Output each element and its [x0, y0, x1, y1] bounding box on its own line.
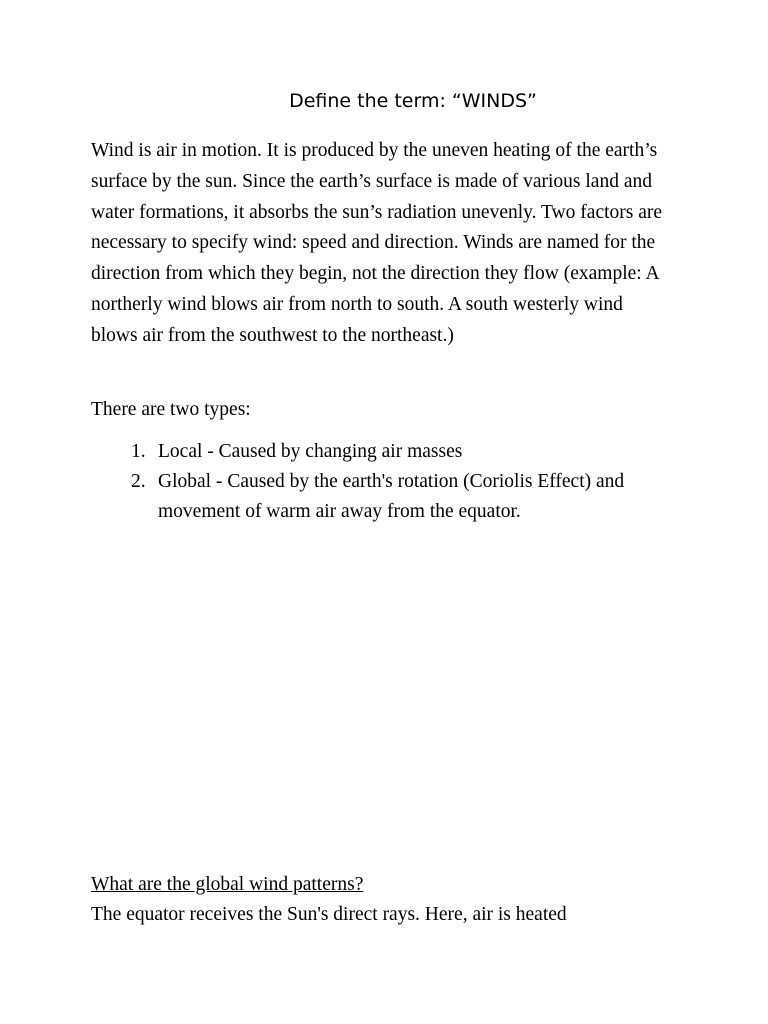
section-heading: What are the global wind patterns? — [91, 874, 364, 895]
page-title: Define the term: “WINDS” — [289, 90, 537, 112]
global-patterns-paragraph: The equator receives the Sun's direct rays. Here, air is heated — [91, 904, 567, 925]
list-item-number: 1. — [131, 441, 146, 462]
wind-types-list — [91, 437, 681, 527]
definition-paragraph: Wind is air in motion. It is produced by the uneven heating of the earth’s surface by the sun. Since the earth’s surface is made of various land and water formations, it absorbs the sun’s radiation unevenly. Two factors are necessary to specify wind: speed and direction. Winds are named for the direction from which they begin, not the direction they flow (example: A northerly wind blows air from north to south. A south westerly wind blows air from the southwest to the northeast.) — [91, 140, 663, 346]
list-item — [91, 467, 681, 527]
types-intro-paragraph: There are two types: — [91, 399, 251, 420]
list-item — [91, 437, 681, 467]
list-item-text: Global - Caused by the earth's rotation (Coriolis Effect) and movement of warm air away from the equator. — [158, 471, 625, 522]
list-item-text: Local - Caused by changing air masses — [158, 441, 463, 462]
list-item-number: 2. — [131, 471, 146, 492]
